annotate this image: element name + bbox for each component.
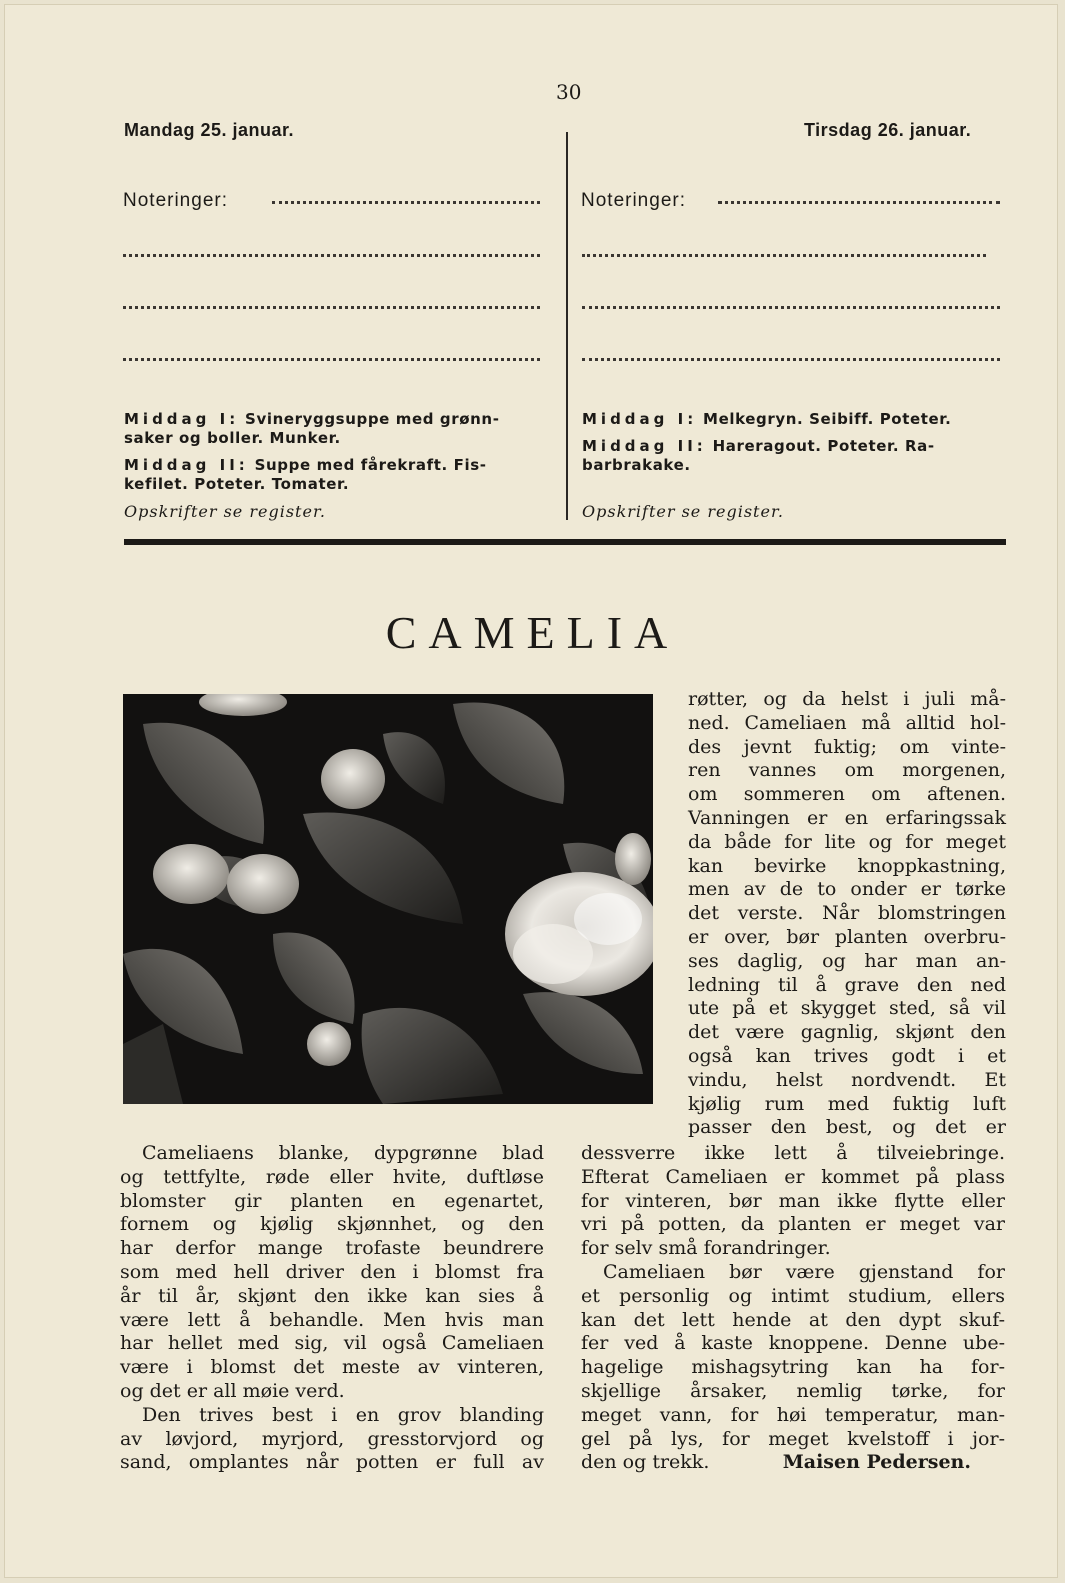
article-line: det være gagnlig, skjønt den — [688, 1021, 1006, 1044]
article-line: hagelige mishagsytring kan ha for- — [581, 1356, 1005, 1379]
right-recipes-reference: Opskrifter se register. — [582, 502, 784, 521]
right-notes-line-3[interactable] — [582, 306, 1000, 309]
article-line: om sommeren om aftenen. — [688, 783, 1006, 806]
article-line: som med hell driver den i blomst fra — [120, 1260, 544, 1283]
article-line: være i blomst det meste av vinteren, — [120, 1356, 544, 1379]
article-line: Cameliaens blanke, dypgrønne blad — [142, 1142, 544, 1164]
article-line: et personlig og intimt studium, ellers — [581, 1284, 1005, 1307]
right-meal-2-line-1: Hareragout. Poteter. Ra- — [712, 437, 935, 455]
article-line: for vinteren, bør man ikke flytte eller — [581, 1189, 1005, 1212]
left-meal-1 — [124, 410, 548, 448]
article-line: ses daglig, og har man an- — [688, 949, 1006, 972]
article-line: meget vann, for høi temperatur, man- — [581, 1403, 1005, 1426]
article-title: CAMELIA — [385, 607, 680, 658]
article-line: da både for lite og for meget — [688, 830, 1006, 853]
right-meal-1-line-1: Melkegryn. Seibiff. Poteter. — [703, 410, 952, 428]
article-line: år til år, skjønt den ikke kan sies å — [120, 1284, 544, 1307]
article-line: dessverre ikke lett å tilveiebringe. — [581, 1142, 1005, 1164]
left-notes-line-1[interactable] — [272, 201, 540, 204]
article-line: fer ved å kaste knoppene. Denne ube- — [581, 1332, 1005, 1355]
article-right-bottom-column — [581, 1142, 1005, 1475]
left-recipes-reference: Opskrifter se register. — [124, 502, 326, 521]
article-line: skjellige årsaker, nemlig tørke, for — [581, 1379, 1005, 1402]
article-line: blomster gir planten en egenartet, — [120, 1189, 544, 1212]
right-notes-line-4[interactable] — [582, 358, 1000, 361]
article-line: ledning til å grave den ned — [688, 973, 1006, 996]
left-notes-label: Noteringer: — [123, 190, 228, 211]
right-notes-line-1[interactable] — [718, 201, 1000, 204]
article-line: være lett å behandle. Men hvis man — [120, 1308, 544, 1331]
article-line: ute på et skygget sted, så vil — [688, 997, 1006, 1020]
article-line: vri på potten, da planten er meget var — [581, 1213, 1005, 1236]
right-day-title: Tirsdag 26. januar. — [804, 120, 972, 140]
article-line: vindu, helst nordvendt. Et — [688, 1068, 1006, 1091]
left-meal-1-line-2: saker og boller. Munker. — [124, 429, 341, 447]
article-line: og det er all møie verd. — [120, 1379, 345, 1402]
left-meal-2-label: Middag II: — [124, 456, 249, 474]
article-line: også kan trives godt i et — [688, 1044, 1006, 1067]
camellia-photo — [123, 694, 653, 1104]
article-line: Efterat Cameliaen er kommet på plass — [581, 1165, 1005, 1188]
right-meal-2-label: Middag II: — [582, 437, 707, 455]
camellia-photo-image — [123, 694, 653, 1104]
article-line: kan bevirke knoppkastning, — [688, 854, 1006, 877]
article-line: ned. Cameliaen må alltid hol- — [688, 711, 1006, 734]
article-line: røtter, og da helst i juli må- — [688, 688, 1006, 710]
article-line: og tettfylte, røde eller hvite, duftløse — [120, 1165, 544, 1188]
article-right-top-column — [688, 688, 1006, 1140]
page-number: 30 — [556, 80, 582, 104]
left-notes-line-2[interactable] — [123, 254, 540, 257]
article-signature: Maisen Pedersen. — [782, 1451, 971, 1474]
column-divider — [566, 132, 568, 520]
article-line: kan det lett hende at den dypt skuf- — [581, 1308, 1005, 1331]
article-line: er over, bør planten overbru- — [688, 925, 1006, 948]
article-line: det verste. Når blomstringen — [688, 902, 1006, 925]
article-line: har derfor mange trofaste beundrere — [120, 1237, 544, 1260]
left-notes-line-4[interactable] — [123, 358, 540, 361]
article-line: men av de to onder er tørke — [688, 878, 1006, 901]
article-line: passer den best, og det er — [688, 1116, 1006, 1139]
section-rule — [124, 539, 1006, 545]
left-meal-2 — [124, 456, 548, 494]
left-meal-2-line-1: Suppe med fårekraft. Fis- — [254, 456, 487, 474]
left-meal-2-line-2: kefilet. Poteter. Tomater. — [124, 475, 350, 493]
article-line: gel på lys, for meget kvelstoff i jor- — [581, 1427, 1005, 1450]
article-line: fornem og kjølig skjønnhet, og den — [120, 1213, 544, 1236]
right-meal-2 — [582, 437, 1006, 475]
left-meal-1-label: Middag I: — [124, 410, 240, 428]
article-line: Cameliaen bør være gjenstand for — [603, 1260, 1005, 1283]
article-left-column — [120, 1142, 544, 1475]
right-meal-1 — [582, 410, 1006, 429]
right-meal-1-label: Middag I: — [582, 410, 698, 428]
right-notes-label: Noteringer: — [581, 190, 686, 211]
left-day-title: Mandag 25. januar. — [124, 120, 295, 140]
article-line: kjølig rum med fuktig luft — [688, 1092, 1006, 1115]
article-line: ren vannes om morgenen, — [688, 759, 1006, 782]
article-line: den og trekk. Maisen Pedersen. — [581, 1451, 971, 1474]
article-line: Den trives best i en grov blanding — [142, 1403, 544, 1426]
article-line: har hellet med sig, vil også Cameliaen — [120, 1332, 544, 1355]
right-notes-line-2[interactable] — [582, 254, 986, 257]
article-line: des jevnt fuktig; om vinte- — [688, 735, 1006, 758]
left-meal-1-line-1: Svineryggsuppe med grønn- — [245, 410, 500, 428]
right-meal-2-line-2: barbrakake. — [582, 456, 691, 474]
left-notes-line-3[interactable] — [123, 306, 540, 309]
article-line: sand, omplantes når potten er full av — [120, 1451, 544, 1474]
article-line: Vanningen er en erfaringssak — [688, 806, 1006, 829]
article-line: for selv små forandringer. — [581, 1237, 831, 1260]
article-line: av løvjord, myrjord, gresstorvjord og — [120, 1427, 544, 1450]
